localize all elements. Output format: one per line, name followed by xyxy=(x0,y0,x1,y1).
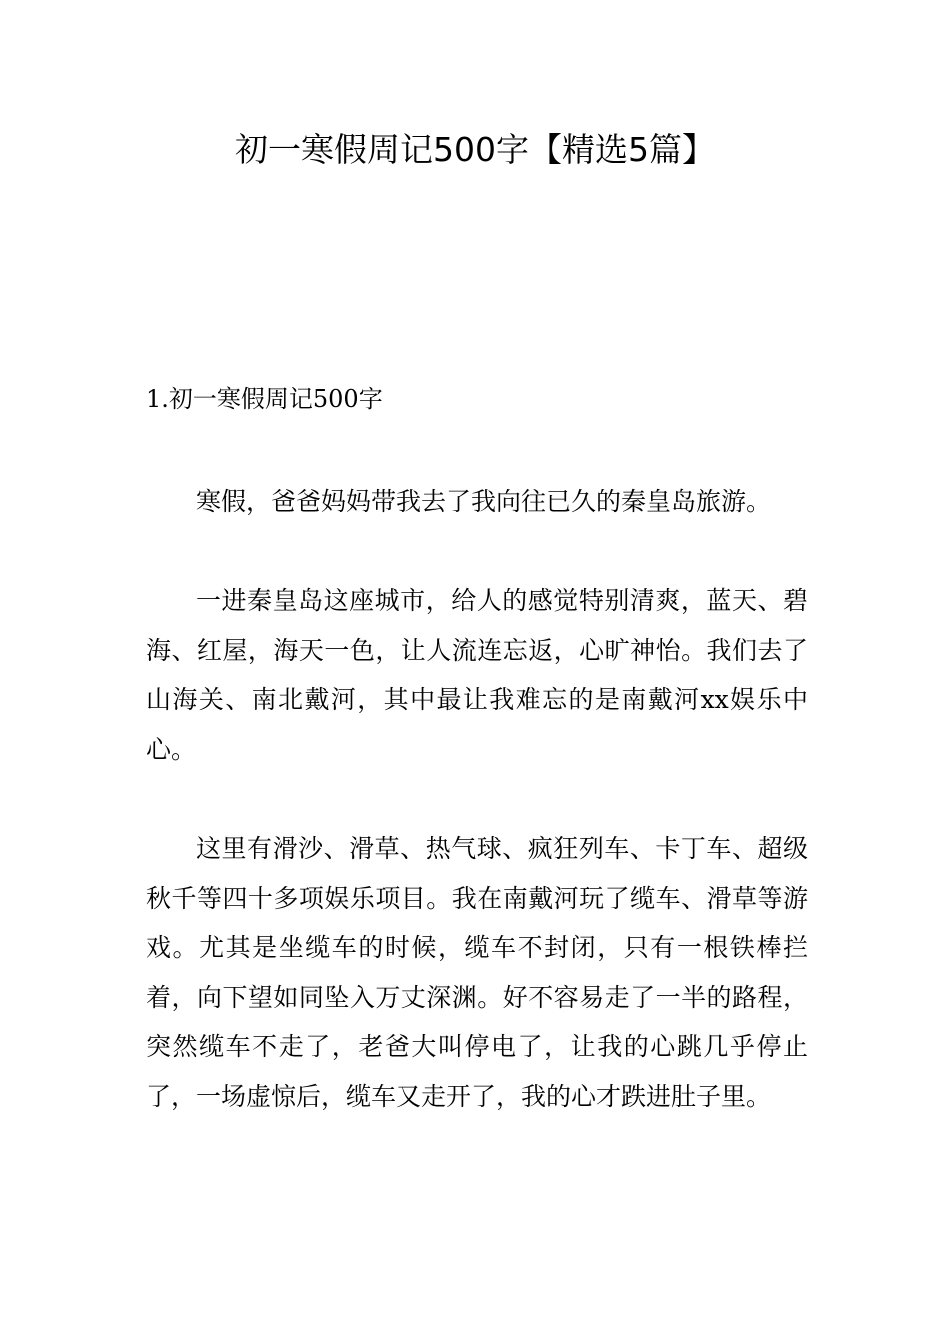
paragraph-1: 寒假，爸爸妈妈带我去了我向往已久的秦皇岛旅游。 xyxy=(196,487,772,516)
document-title: 初一寒假周记500字【精选5篇】 xyxy=(235,130,715,169)
paragraph-2: 一进秦皇岛这座城市，给人的感觉特别清爽，蓝天、碧海、红屋，海天一色，让人流连忘返，心旷神怡。我们去了山海关、南北戴河，其中最让我难忘的是南戴河xx娱乐中心。 xyxy=(146,586,808,764)
paragraph-3: 这里有滑沙、滑草、热气球、疯狂列车、卡丁车、超级秋千等四十多项娱乐项目。我在南戴河玩了缆车、滑草等游戏。尤其是坐缆车的时候，缆车不封闭，只有一根铁棒拦着，向下望如同坠入万丈深渊。好不容易走了一半的路程，突然缆车不走了，老爸大叫停电了，让我的心跳几乎停止了，一场虚惊后，缆车又走开了，我的心才跌进肚子里。 xyxy=(146,834,808,1111)
section-heading: 1.初一寒假周记500字 xyxy=(146,385,383,413)
